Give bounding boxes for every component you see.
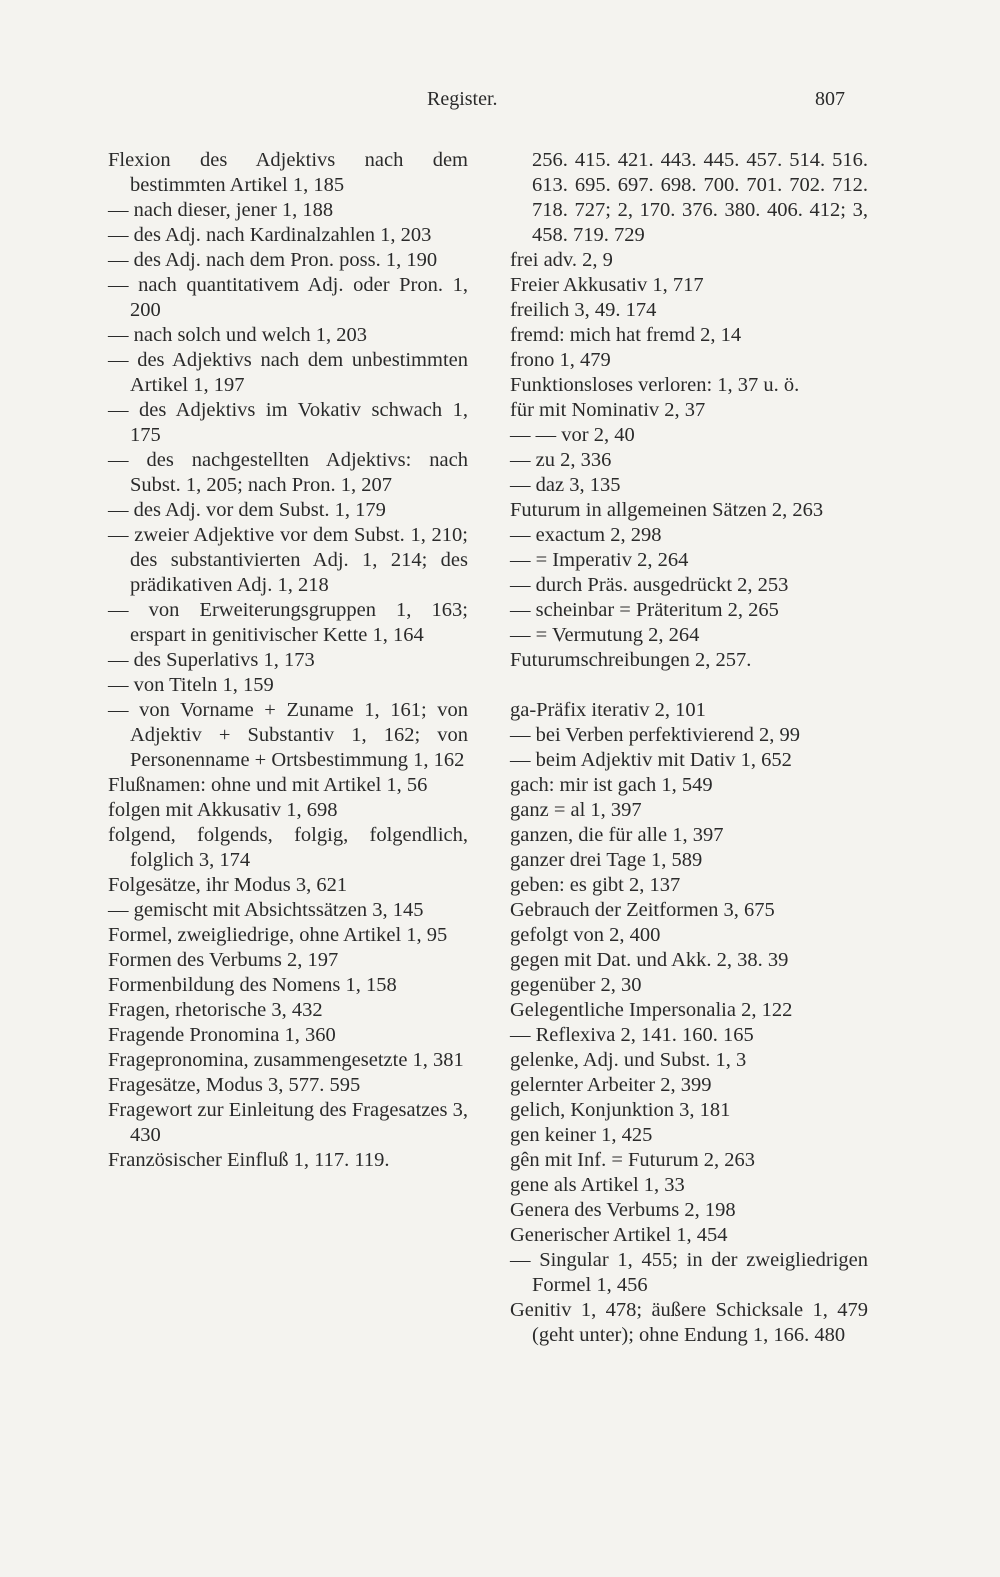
index-entry: ganzen, die für alle 1, 397 [510, 824, 724, 846]
index-entry: Flexion des Adjektivs nach dem bestimmten Artikel 1, 185 [108, 149, 468, 196]
index-entry: Fragesätze, Modus 3, 577. 595 [108, 1074, 361, 1096]
index-entry: gelich, Konjunktion 3, 181 [510, 1099, 731, 1121]
index-entry: Fragepronomina, zusammengesetzte 1, 381 [108, 1049, 464, 1071]
index-entry: frono 1, 479 [510, 349, 611, 371]
index-entry: Gelegentliche Impersonalia 2, 122 [510, 999, 793, 1021]
index-entry: — von Titeln 1, 159 [108, 674, 274, 696]
index-entry: Genitiv 1, 478; äußere Schicksale 1, 479 (geht unter); ohne Endung 1, 166. 480 [510, 1299, 868, 1346]
index-entry: ga-Präfix iterativ 2, 101 [510, 699, 706, 721]
index-entry: Gebrauch der Zeitformen 3, 675 [510, 899, 775, 921]
index-entry: Futurumschreibungen 2, 257. [510, 649, 752, 671]
index-entry: folgen mit Akkusativ 1, 698 [108, 799, 338, 821]
index-entry: — von Vorname + Zuname 1, 161; von Adjektiv + Substantiv 1, 162; von Personenname + Ortsbestimmung 1, 162 [108, 699, 468, 771]
index-entry: Französischer Einfluß 1, 117. 119. [108, 1149, 390, 1171]
index-entry: — = Imperativ 2, 264 [510, 549, 689, 571]
index-entry: gelenke, Adj. und Subst. 1, 3 [510, 1049, 747, 1071]
index-entry: — von Erweiterungsgruppen 1, 163; erspart in genitivischer Kette 1, 164 [108, 599, 468, 646]
index-entry: für mit Nominativ 2, 37 [510, 399, 706, 421]
index-entry: — des Adj. vor dem Subst. 1, 179 [108, 499, 386, 521]
index-entry: — beim Adjektiv mit Dativ 1, 652 [510, 749, 792, 771]
index-entry: — des Adjektivs im Vokativ schwach 1, 175 [108, 399, 468, 446]
index-entry: gegen mit Dat. und Akk. 2, 38. 39 [510, 949, 789, 971]
index-entry: gên mit Inf. = Futurum 2, 263 [510, 1149, 756, 1171]
index-entry: 256. 415. 421. 443. 445. 457. 514. 516. 613. 695. 697. 698. 700. 701. 702. 712. 718. 727; 2, 170. 376. 380. 406. 412; 3, 458. 719. 729 [532, 149, 868, 246]
running-title: Register. [427, 88, 498, 110]
index-entry: Fragende Pronomina 1, 360 [108, 1024, 336, 1046]
page-number: 807 [815, 88, 845, 110]
index-entry: — nach quantitativem Adj. oder Pron. 1, 200 [108, 274, 468, 321]
section-gap [510, 673, 868, 698]
index-entry: ganzer drei Tage 1, 589 [510, 849, 703, 871]
index-entry: — nach solch und welch 1, 203 [108, 324, 368, 346]
index-entry: frei adv. 2, 9 [510, 249, 613, 271]
index-entry: gen keiner 1, 425 [510, 1124, 653, 1146]
index-entry: gene als Artikel 1, 33 [510, 1174, 685, 1196]
index-entry: Flußnamen: ohne und mit Artikel 1, 56 [108, 774, 428, 796]
index-entry: — = Vermutung 2, 264 [510, 624, 700, 646]
index-entry: — — vor 2, 40 [510, 424, 635, 446]
index-entry: — zweier Adjektive vor dem Subst. 1, 210; des substantivierten Adj. 1, 214; des prädikativen Adj. 1, 218 [108, 524, 468, 596]
page-header [0, 88, 1000, 118]
index-entry: — bei Verben perfektivierend 2, 99 [510, 724, 800, 746]
index-entry: — Reflexiva 2, 141. 160. 165 [510, 1024, 754, 1046]
index-entry: — nach dieser, jener 1, 188 [108, 199, 334, 221]
index-entry: — zu 2, 336 [510, 449, 612, 471]
index-entry: — des Adjektivs nach dem unbestimmten Artikel 1, 197 [108, 349, 468, 396]
index-entry: Folgesätze, ihr Modus 3, 621 [108, 874, 348, 896]
index-entry: gelernter Arbeiter 2, 399 [510, 1074, 712, 1096]
index-entry: Generischer Artikel 1, 454 [510, 1224, 728, 1246]
index-entry: — exactum 2, 298 [510, 524, 662, 546]
index-entry: Freier Akkusativ 1, 717 [510, 274, 704, 296]
index-entry: Formel, zweigliedrige, ohne Artikel 1, 95 [108, 924, 448, 946]
index-entry: gefolgt von 2, 400 [510, 924, 661, 946]
index-entry: Futurum in allgemeinen Sätzen 2, 263 [510, 499, 824, 521]
index-entry: Formen des Verbums 2, 197 [108, 949, 339, 971]
index-entry: Genera des Verbums 2, 198 [510, 1199, 736, 1221]
index-entry: — des Adj. nach dem Pron. poss. 1, 190 [108, 249, 438, 271]
index-entry: fremd: mich hat fremd 2, 14 [510, 324, 742, 346]
index-entry: Funktionsloses verloren: 1, 37 u. ö. [510, 374, 800, 396]
index-entry: gegenüber 2, 30 [510, 974, 642, 996]
index-entry: — daz 3, 135 [510, 474, 621, 496]
index-entry: — Singular 1, 455; in der zweigliedrigen Formel 1, 456 [510, 1249, 868, 1296]
index-entry: — gemischt mit Absichtssätzen 3, 145 [108, 899, 424, 921]
index-entry: folgend, folgends, folgig, folgendlich, folglich 3, 174 [108, 824, 468, 871]
index-entry: — durch Präs. ausgedrückt 2, 253 [510, 574, 789, 596]
index-entry: geben: es gibt 2, 137 [510, 874, 681, 896]
index-entry: Fragewort zur Einleitung des Fragesatzes 3, 430 [108, 1099, 468, 1146]
index-column-right [510, 148, 868, 1348]
index-entry: Formenbildung des Nomens 1, 158 [108, 974, 397, 996]
index-entry: gach: mir ist gach 1, 549 [510, 774, 713, 796]
index-entry: — des Superlativs 1, 173 [108, 649, 315, 671]
index-entry: — des nachgestellten Adjektivs: nach Subst. 1, 205; nach Pron. 1, 207 [108, 449, 468, 496]
index-entry: — scheinbar = Präteritum 2, 265 [510, 599, 779, 621]
index-entry: freilich 3, 49. 174 [510, 299, 657, 321]
index-entry: Fragen, rhetorische 3, 432 [108, 999, 323, 1021]
index-entry: — des Adj. nach Kardinalzahlen 1, 203 [108, 224, 432, 246]
index-entry: ganz = al 1, 397 [510, 799, 642, 821]
index-column-left [108, 148, 468, 1173]
